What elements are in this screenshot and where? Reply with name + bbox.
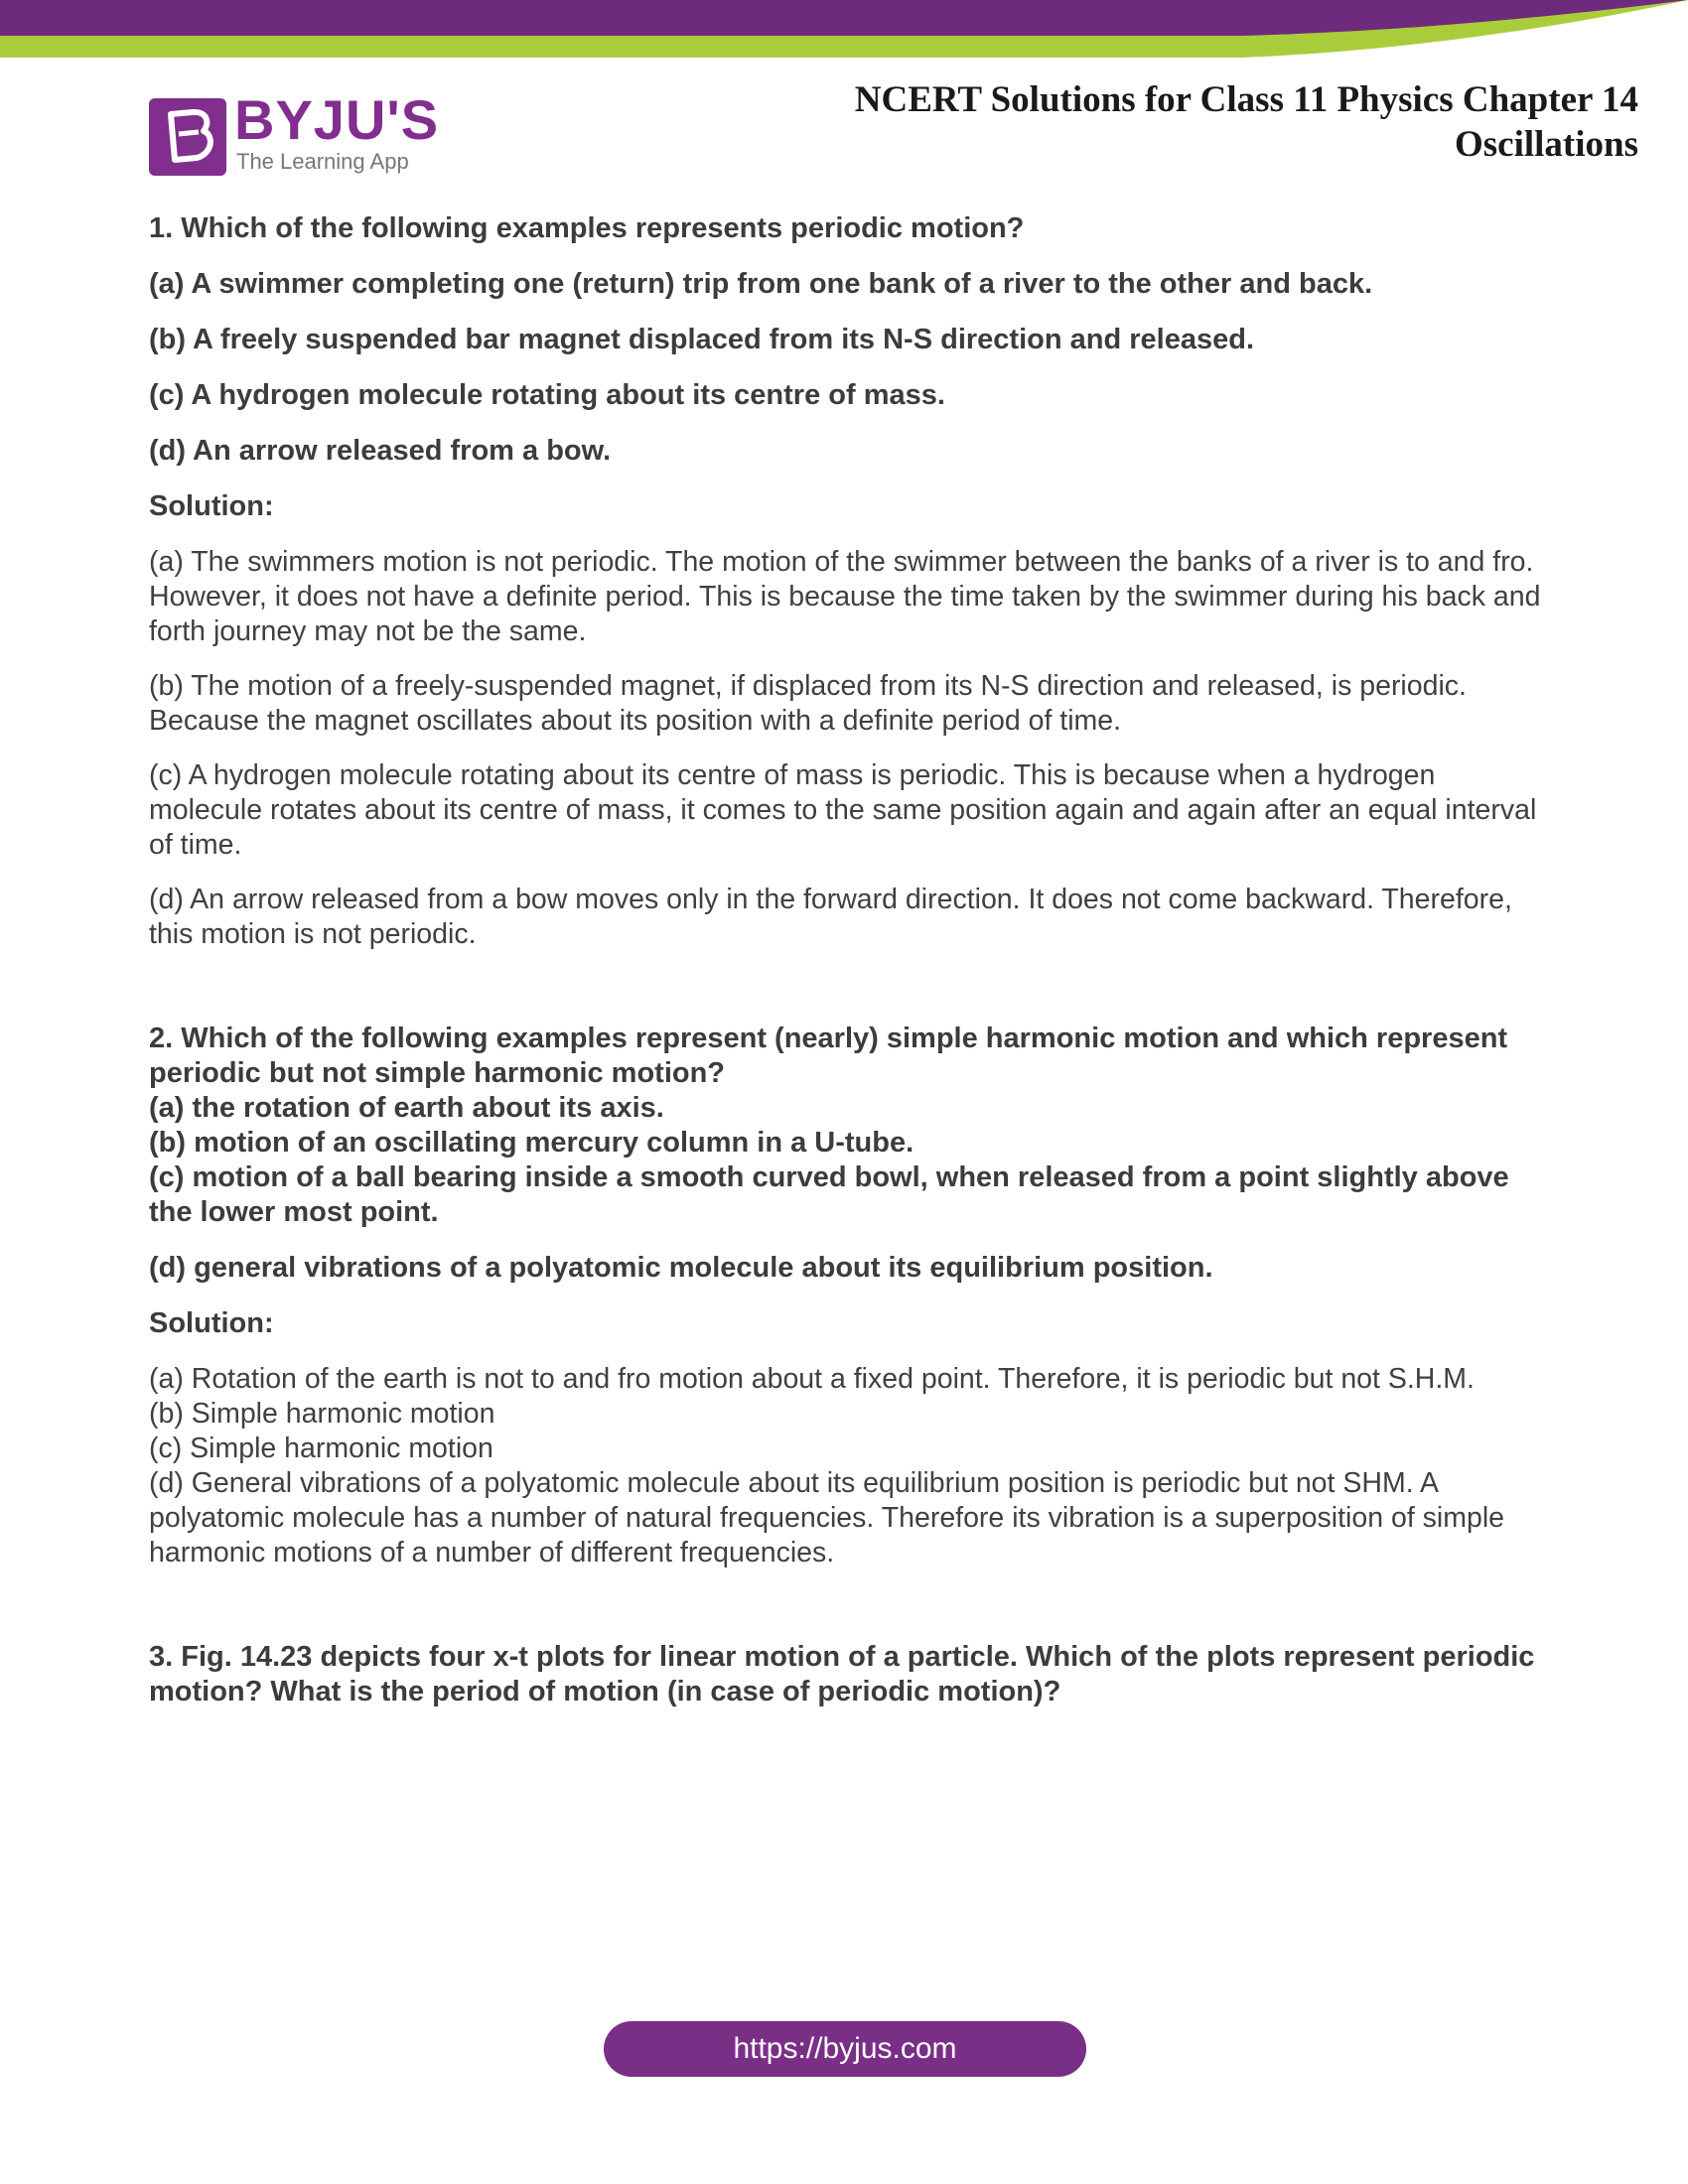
q1-solution-label: Solution: (149, 490, 274, 522)
q1-answer-b: (b) The motion of a freely-suspended magnet, if displaced from its N-S direction and released, is periodic. Because the magnet oscillates about its position with a definite period of time. (149, 670, 1467, 737)
byjus-b-logo-icon (149, 98, 226, 176)
q1-option-b: (b) A freely suspended bar magnet displaced from its N-S direction and released. (149, 324, 1255, 355)
q1-answer-d: (d) An arrow released from a bow moves only in the forward direction. It does not come backward. Therefore, this motion is not periodic. (149, 884, 1512, 950)
q2-option-d: (d) general vibrations of a polyatomic molecule about its equilibrium position. (149, 1252, 1213, 1284)
logo-tagline: The Learning App (236, 149, 409, 174)
document-title-line2: Oscillations (1454, 124, 1638, 165)
document-title (855, 77, 1638, 167)
q2-answer-d: (d) General vibrations of a polyatomic molecule about its equilibrium position is periodic but not SHM. A polyatomic molecule has a number of natural frequencies. Therefore its vibration is a superposition of simple harmonic motions of a number of different frequencies. (149, 1467, 1505, 1569)
header-color-band (0, 0, 1688, 60)
q2-option-c: (c) motion of a ball bearing inside a smooth curved bowl, when released from a point slightly above the lower most point. (149, 1161, 1509, 1228)
q1-option-d: (d) An arrow released from a bow. (149, 435, 612, 467)
document-body (149, 211, 1544, 1730)
q1-question: 1. Which of the following examples represents periodic motion? (149, 212, 1025, 244)
logo-wordmark: BYJU'S (234, 88, 440, 151)
footer-url-link[interactable]: https://byjus.com (604, 2021, 1086, 2077)
document-title-line1: NCERT Solutions for Class 11 Physics Chapter 14 (854, 79, 1638, 120)
q3-question: 3. Fig. 14.23 depicts four x-t plots for linear motion of a particle. Which of the plots represent periodic motion? What is the period of motion (in case of periodic motion)? (149, 1641, 1535, 1707)
q2-option-a: (a) the rotation of earth about its axis. (149, 1092, 664, 1124)
q2-question: 2. Which of the following examples represent (nearly) simple harmonic motion and which represent periodic but not simple harmonic motion? (149, 1023, 1508, 1089)
q1-answer-c: (c) A hydrogen molecule rotating about its centre of mass is periodic. This is because when a hydrogen molecule rotates about its centre of mass, it comes to the same position again and again after an equal interval of time. (149, 759, 1537, 861)
byjus-logo[interactable] (149, 88, 440, 181)
q2-answer-a: (a) Rotation of the earth is not to and fro motion about a fixed point. Therefore, it is periodic but not S.H.M. (149, 1363, 1475, 1395)
q2-solution-label: Solution: (149, 1307, 274, 1339)
q1-option-c: (c) A hydrogen molecule rotating about its centre of mass. (149, 379, 945, 411)
q2-answer-b: (b) Simple harmonic motion (149, 1398, 495, 1430)
q2-answer-c: (c) Simple harmonic motion (149, 1433, 493, 1464)
q2-option-b: (b) motion of an oscillating mercury column in a U-tube. (149, 1127, 914, 1159)
q1-answer-a: (a) The swimmers motion is not periodic. The motion of the swimmer between the banks of a river is to and fro. However, it does not have a definite period. This is because the time taken by the swimmer during his back and forth journey may not be the same. (149, 546, 1541, 647)
q1-option-a: (a) A swimmer completing one (return) trip from one bank of a river to the other and back. (149, 268, 1373, 300)
